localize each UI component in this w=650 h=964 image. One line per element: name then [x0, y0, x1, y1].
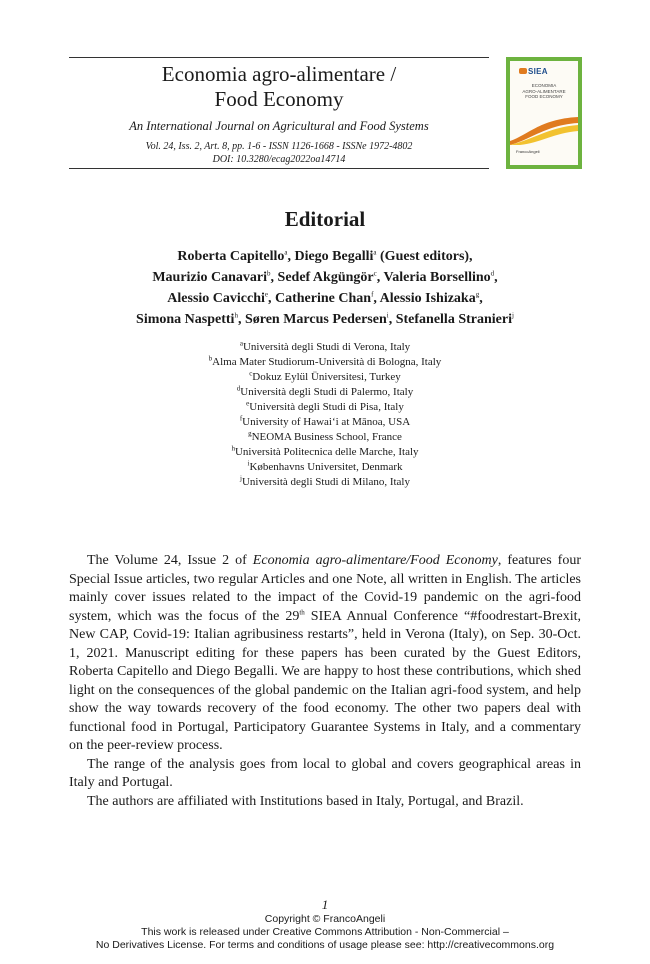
affiliation: $^a$Università degli Studi di Verona, Italy	[239, 339, 411, 353]
affiliation: $^h$Università Politecnica delle Marche, Italy	[231, 444, 419, 458]
body-paragraph: The authors are affiliated with Institutions based in Italy, Portugal, and Brazil.	[87, 793, 524, 809]
cover-page	[510, 61, 578, 165]
license-footer	[0, 913, 650, 952]
affiliation: $^g$NEOMA Business School, France	[248, 429, 402, 443]
author: Maurizio Canavari$^b$	[152, 269, 271, 285]
cover-logo: SIEA	[528, 67, 548, 76]
journal-subtitle: An International Journal on Agricultural and Food Systems	[129, 119, 429, 133]
journal-name: Economia agro-alimentare/Food Economy	[252, 553, 498, 568]
affiliation: $^e$Università degli Studi di Pisa, Italy	[246, 399, 404, 413]
body-paragraph: The Volume 24, Issue 2 of Economia agro-alimentare/Food Economy, features four Special Issue articles, two regular Articles and one Note, all written in English. The articles mainly cover issues related to the impact of the Covid-19 pandemic on the agri-food system, which was the focus of the 29th SIEA Annual Conference “#foodrestart-Brexit, New CAP, Covid-19: Italian agribusiness restarts”, held in Verona (Italy), on Sep. 30-Oct. 1, 2021. Manuscript editing for these papers has been curated by the Guest Editors, Roberta Capitello and Diego Begalli. We are happy to host these contributions, which shed light on the consequences of the global pandemic on the Italian agri-food system, and help show the way towards recovery of the food economy. The other two papers deal with functional food in Portugal, Participatory Guarantee Systems in Italy, and a commentary on the peer-review process.	[69, 553, 581, 753]
cover-publisher: FrancoAngeli	[516, 149, 540, 154]
author: Simona Naspetti$^h$	[136, 311, 238, 327]
author: Alessio Ishizaka$^g$	[379, 290, 480, 306]
affiliation: $^d$Università degli Studi di Palermo, Italy	[236, 384, 414, 398]
author: Roberta Capitello$^a$	[177, 248, 288, 264]
body-paragraph: The range of the analysis goes from local to global and covers geographical areas in Italy and Portugal.	[69, 756, 581, 790]
copyright-notice: Copyright © FrancoAngeli	[264, 913, 386, 925]
license-line: This work is released under Creative Commons Attribution - Non-Commercial –	[141, 926, 509, 938]
affiliation: $^i$Københavns Universitet, Denmark	[247, 459, 403, 473]
journal-title	[69, 62, 489, 112]
page-number: 1	[321, 897, 329, 912]
siea-logo-icon	[519, 68, 527, 74]
affiliation-list	[0, 340, 650, 490]
author: Søren Marcus Pedersen$^i$	[244, 311, 389, 327]
cover-wave-graphic	[510, 111, 578, 145]
author: Stefanella Stranieri$^j$	[395, 311, 514, 327]
affiliation: $^c$Dokuz Eylül Üniversitesi, Turkey	[249, 369, 401, 383]
license-line: No Derivatives License. For terms and conditions of usage please see: http://creativecommons.org	[95, 939, 555, 951]
journal-cover-image	[506, 57, 582, 169]
article-title: Editorial	[284, 207, 366, 231]
cover-title-line: FOOD ECONOMY	[525, 94, 563, 99]
author: Alessio Cavicchi$^e$	[167, 290, 268, 306]
affiliation: $^j$Università degli Studi di Milano, Italy	[240, 474, 410, 488]
cover-title-line: AGRO-ALIMENTARE	[522, 88, 566, 94]
affiliation: $^f$University of Hawai‘i at Mānoa, USA	[239, 414, 411, 428]
author: Sedef Akgüngör$^c$	[277, 269, 377, 285]
author: Diego Begalli$^a$ (Guest editors),	[294, 248, 473, 264]
author-list: Roberta Capitello$^a$, Diego Begalli$^a$ (Guest editors), Maurizio Canavari$^b$, Sedef Akgüngör$^c$, Valeria Borsellino$^d$, Alessio Cavicchi$^e$, Catherine Chan$^f$, Alessio Ishizaka$^g$, Simona Naspetti$^h$, Søren Marcus Pedersen$^i$, Stefanella Stranieri$^j$	[136, 248, 514, 327]
author: Valeria Borsellino$^d$	[383, 269, 495, 285]
article-body	[69, 552, 581, 811]
journal-doi: DOI: 10.3280/ecag2022oa14714	[212, 154, 346, 165]
journal-issn: Vol. 24, Iss. 2, Art. 8, pp. 1-6 - ISSN 1126-1668 - ISSNe 1972-4802	[145, 141, 413, 152]
header-top-rule	[69, 57, 489, 58]
affiliation: $^b$Alma Mater Studiorum-Università di Bologna, Italy	[208, 354, 442, 368]
journal-title-line-2: Food Economy	[214, 87, 344, 111]
journal-meta	[69, 140, 489, 166]
cover-title-line: ECONOMIA	[531, 83, 557, 88]
journal-title-line-1: Economia agro-alimentare /	[161, 62, 397, 86]
header-bottom-rule	[69, 168, 489, 169]
cover-title	[510, 83, 578, 100]
author: Catherine Chan$^f$	[275, 290, 374, 306]
